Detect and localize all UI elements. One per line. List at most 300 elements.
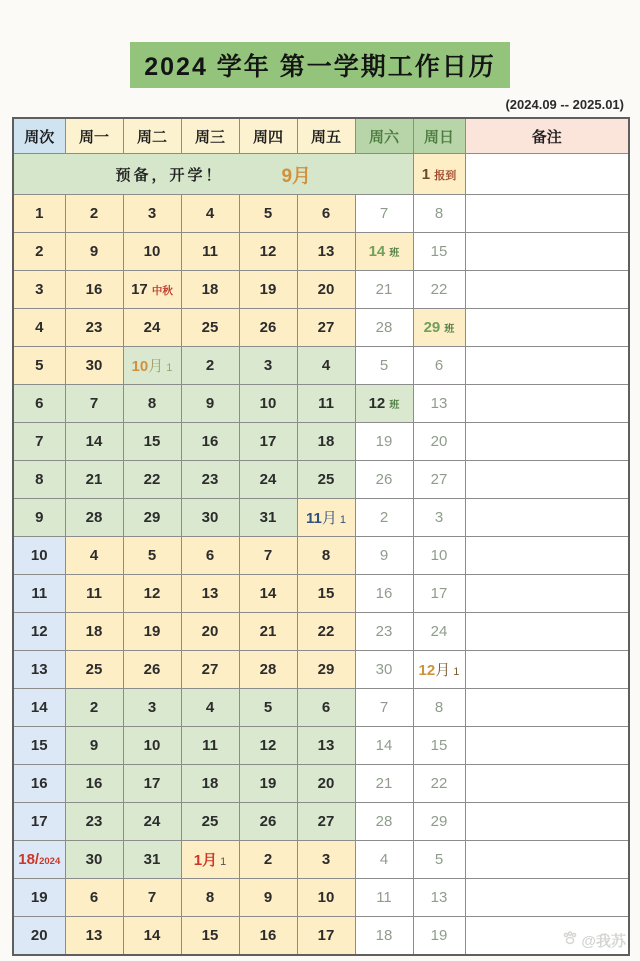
- remark-cell: [465, 803, 629, 841]
- remark-cell: [465, 233, 629, 271]
- day-cell: [239, 841, 297, 879]
- day-cell-text: 9: [379, 547, 389, 564]
- day-cell-text: 17: [317, 927, 335, 944]
- remark-cell: [465, 537, 629, 575]
- day-cell-text: 4: [205, 205, 215, 222]
- day-cell-text: 29: [423, 319, 445, 336]
- day-cell: [65, 765, 123, 803]
- day-cell-text: 28: [85, 509, 103, 526]
- day-cell: [297, 651, 355, 689]
- week-number-cell-text: 6: [35, 395, 44, 412]
- header-remark: 备注: [465, 118, 629, 154]
- day-cell-text: 17: [259, 433, 277, 450]
- day-cell: [355, 879, 413, 917]
- day-cell: [355, 841, 413, 879]
- day-cell: [123, 879, 181, 917]
- day-cell-text: 13: [317, 243, 335, 260]
- week-row-16: [13, 765, 629, 803]
- day-cell: [65, 803, 123, 841]
- day-cell: [413, 309, 465, 347]
- school-start-label: 预备，开学！: [115, 166, 224, 184]
- header-tuesday: 周二: [123, 118, 181, 154]
- day-cell-text: 10: [317, 889, 335, 906]
- header-wednesday: 周三: [181, 118, 239, 154]
- day-cell: [181, 461, 239, 499]
- day-cell: [123, 537, 181, 575]
- week-number-cell-text: 7: [35, 433, 44, 450]
- week-number-cell-text: 13: [30, 661, 48, 678]
- day-cell-text: 11: [305, 510, 322, 527]
- day-cell-text: 13: [201, 585, 219, 602]
- day-cell-text: 28: [375, 813, 393, 830]
- day-cell-text: 31: [143, 851, 161, 868]
- day-cell: [123, 233, 181, 271]
- week-row-8: [13, 461, 629, 499]
- remark-cell: [465, 613, 629, 651]
- day-cell-text: 11: [202, 243, 218, 260]
- day-cell: [123, 841, 181, 879]
- day-cell-text: 21: [85, 471, 103, 488]
- september-month-label: 9月: [281, 165, 312, 187]
- day-cell: [355, 803, 413, 841]
- day-cell-text: 16: [85, 281, 103, 298]
- day-cell: [413, 385, 465, 423]
- day-cell-text: 13: [430, 889, 448, 906]
- day-cell: [181, 765, 239, 803]
- day-cell: [65, 651, 123, 689]
- remark-cell: [465, 461, 629, 499]
- day-cell: [239, 917, 297, 956]
- week-number-cell: [13, 613, 65, 651]
- day-cell: [239, 537, 297, 575]
- day-cell: [123, 499, 181, 537]
- day-cell: [413, 803, 465, 841]
- header-row: [13, 118, 629, 154]
- week-number-cell: [13, 879, 65, 917]
- day-cell: [65, 309, 123, 347]
- day-cell-text: 30: [201, 509, 219, 526]
- day-cell: [123, 271, 181, 309]
- day-cell: [239, 309, 297, 347]
- day-cell-text: 21: [375, 775, 393, 792]
- day-cell: [181, 537, 239, 575]
- day-cell-text: 19: [259, 775, 277, 792]
- page-title: 2024 学年 第一学期工作日历: [130, 42, 510, 88]
- day-cell-text: 29: [143, 509, 161, 526]
- day-cell-text: 6: [321, 699, 331, 716]
- september-banner: [13, 154, 413, 195]
- week-number-cell: [13, 537, 65, 575]
- day-cell: [239, 271, 297, 309]
- week-row-4: [13, 309, 629, 347]
- week-number-cell: [13, 499, 65, 537]
- day-cell-text: 5: [434, 851, 444, 868]
- day-cell: [123, 347, 181, 385]
- week-number-cell-text: 11: [31, 585, 48, 602]
- day-cell-text: 27: [201, 661, 219, 678]
- day-cell: [65, 727, 123, 765]
- day-cell: [239, 803, 297, 841]
- day-cell: [65, 271, 123, 309]
- day-cell-text: 25: [201, 319, 219, 336]
- remark-cell: [465, 689, 629, 727]
- day-cell-text: 6: [434, 357, 444, 374]
- day-cell-text: 17: [430, 585, 448, 602]
- week-number-cell-text: 1: [35, 205, 44, 222]
- day-cell: [413, 613, 465, 651]
- day-cell-text: 3: [321, 851, 331, 868]
- day-cell: [297, 309, 355, 347]
- day-cell-text: 15: [317, 585, 335, 602]
- day-cell-text: 4: [89, 547, 99, 564]
- week-row-10: [13, 537, 629, 575]
- registration-cell-text: 1: [421, 165, 435, 183]
- day-cell-text: 9: [89, 243, 99, 260]
- day-cell: [181, 271, 239, 309]
- day-cell-text: 12: [418, 662, 436, 679]
- week-number-cell: [13, 575, 65, 613]
- day-cell: [181, 499, 239, 537]
- day-cell-text: 3: [263, 357, 273, 374]
- day-cell-text: 22: [317, 623, 335, 640]
- day-cell: [239, 727, 297, 765]
- day-cell: [355, 765, 413, 803]
- day-cell: [355, 347, 413, 385]
- day-cell: [413, 195, 465, 233]
- day-cell: [413, 727, 465, 765]
- day-cell-text: 2: [205, 357, 215, 374]
- day-cell-text: 30: [375, 661, 393, 678]
- day-cell-text: 24: [430, 623, 448, 640]
- day-cell: [413, 537, 465, 575]
- week-row-5: [13, 347, 629, 385]
- paw-icon: [562, 931, 578, 950]
- day-cell-text: 5: [263, 699, 273, 716]
- week-row-13: [13, 651, 629, 689]
- week-row-17: [13, 803, 629, 841]
- day-cell: [239, 347, 297, 385]
- day-cell-text: 4: [205, 699, 215, 716]
- day-cell: [181, 841, 239, 879]
- day-cell: [181, 613, 239, 651]
- day-cell: [355, 195, 413, 233]
- day-cell-text: 14: [85, 433, 103, 450]
- week-row-18: [13, 841, 629, 879]
- day-cell-text: 1: [336, 514, 347, 526]
- day-cell-text: 8: [205, 889, 215, 906]
- day-cell: [123, 423, 181, 461]
- day-cell: [65, 613, 123, 651]
- week-row-20: [13, 917, 629, 956]
- day-cell: [239, 689, 297, 727]
- day-cell: [239, 499, 297, 537]
- day-cell-text: 29: [317, 661, 335, 678]
- day-cell: [413, 347, 465, 385]
- header-friday: 周五: [297, 118, 355, 154]
- day-cell-text: 23: [85, 813, 103, 830]
- day-cell-text: 31: [259, 509, 277, 526]
- day-cell-text: 6: [205, 547, 215, 564]
- calendar-body: [13, 154, 629, 956]
- day-cell-text: 22: [143, 471, 161, 488]
- day-cell: [413, 271, 465, 309]
- day-cell: [297, 575, 355, 613]
- day-cell-text: 3: [147, 205, 157, 222]
- day-cell-text: 班: [389, 248, 400, 259]
- header-sunday: 周日: [413, 118, 465, 154]
- day-cell-text: 2: [263, 851, 273, 868]
- day-cell-text: 3: [434, 509, 444, 526]
- day-cell: [123, 803, 181, 841]
- day-cell: [181, 803, 239, 841]
- week-number-cell: [13, 727, 65, 765]
- calendar-table: [12, 117, 630, 956]
- day-cell-text: 13: [85, 927, 103, 944]
- week-number-cell-text: 16: [30, 775, 48, 792]
- day-cell-text: 2: [89, 205, 99, 222]
- remark-cell: [465, 154, 629, 195]
- day-cell: [355, 727, 413, 765]
- remark-cell: [465, 195, 629, 233]
- remark-cell: [465, 879, 629, 917]
- week-number-cell-text: 4: [35, 319, 44, 336]
- day-cell-text: 17: [143, 775, 161, 792]
- day-cell: [123, 195, 181, 233]
- watermark: [562, 930, 626, 951]
- day-cell-text: 10: [430, 547, 448, 564]
- day-cell-text: 24: [143, 813, 161, 830]
- day-cell: [413, 461, 465, 499]
- day-cell: [239, 765, 297, 803]
- day-cell-text: 18: [201, 775, 219, 792]
- day-cell-text: 10: [259, 395, 277, 412]
- day-cell: [355, 689, 413, 727]
- week-row-3: [13, 271, 629, 309]
- day-cell: [297, 765, 355, 803]
- day-cell-text: 6: [89, 889, 99, 906]
- day-cell: [297, 233, 355, 271]
- day-cell-text: 18: [317, 433, 335, 450]
- title-area: [0, 0, 640, 88]
- header-monday: 周一: [65, 118, 123, 154]
- day-cell-text: 9: [89, 737, 99, 754]
- week-row-12: [13, 613, 629, 651]
- day-cell: [297, 195, 355, 233]
- remark-cell: [465, 423, 629, 461]
- day-cell-text: 12: [259, 737, 277, 754]
- day-cell: [413, 879, 465, 917]
- remark-cell: [465, 765, 629, 803]
- day-cell: [123, 613, 181, 651]
- day-cell-text: 30: [85, 357, 103, 374]
- day-cell: [239, 233, 297, 271]
- day-cell-text: 8: [321, 547, 331, 564]
- week-number-cell: [13, 233, 65, 271]
- day-cell: [297, 879, 355, 917]
- day-cell: [239, 651, 297, 689]
- day-cell-text: 1: [450, 666, 460, 678]
- day-cell-text: 14: [143, 927, 161, 944]
- day-cell: [413, 841, 465, 879]
- day-cell-text: 4: [379, 851, 389, 868]
- day-cell: [355, 233, 413, 271]
- day-cell: [297, 423, 355, 461]
- day-cell-text: 15: [430, 737, 448, 754]
- day-cell: [297, 385, 355, 423]
- day-cell: [355, 461, 413, 499]
- day-cell-text: 15: [430, 243, 448, 260]
- day-cell: [181, 651, 239, 689]
- day-cell-text: 18: [85, 623, 103, 640]
- day-cell-text: 2: [379, 509, 389, 526]
- day-cell: [413, 499, 465, 537]
- day-cell-text: 9: [263, 889, 273, 906]
- day-cell: [239, 879, 297, 917]
- remark-cell: [465, 347, 629, 385]
- week-number-cell: [13, 803, 65, 841]
- day-cell: [181, 727, 239, 765]
- day-cell-text: 25: [201, 813, 219, 830]
- day-cell: [65, 499, 123, 537]
- remark-cell: [465, 271, 629, 309]
- day-cell-text: 13: [317, 737, 335, 754]
- day-cell-text: 23: [85, 319, 103, 336]
- day-cell: [65, 385, 123, 423]
- day-cell-text: 20: [317, 775, 335, 792]
- week-number-cell-text: 20: [30, 927, 48, 944]
- day-cell-text: 9: [205, 395, 215, 412]
- day-cell-text: 10: [143, 243, 161, 260]
- day-cell-text: 8: [434, 205, 444, 222]
- day-cell-text: 11: [376, 889, 392, 906]
- day-cell-text: 班: [444, 324, 455, 335]
- header-saturday: 周六: [355, 118, 413, 154]
- day-cell: [65, 195, 123, 233]
- day-cell-text: 23: [375, 623, 393, 640]
- day-cell-text: 25: [317, 471, 335, 488]
- week-number-cell: [13, 385, 65, 423]
- day-cell-text: 17: [131, 281, 152, 298]
- day-cell: [181, 233, 239, 271]
- day-cell: [123, 461, 181, 499]
- week-number-cell-text: 9: [35, 509, 44, 526]
- day-cell: [297, 271, 355, 309]
- day-cell: [413, 689, 465, 727]
- remark-cell: [465, 499, 629, 537]
- day-cell-text: 24: [143, 319, 161, 336]
- day-cell: [65, 689, 123, 727]
- header-thursday: 周四: [239, 118, 297, 154]
- remark-cell: [465, 651, 629, 689]
- day-cell-text: 13: [430, 395, 448, 412]
- day-cell: [123, 309, 181, 347]
- week-number-cell: [13, 765, 65, 803]
- week-number-cell-text: 18/: [18, 851, 40, 868]
- day-cell: [181, 575, 239, 613]
- watermark-text: @我苏: [581, 933, 626, 950]
- day-cell-text: 26: [375, 471, 393, 488]
- day-cell-text: 7: [379, 205, 389, 222]
- day-cell-text: 7: [263, 547, 273, 564]
- day-cell-text: 26: [259, 813, 277, 830]
- week-number-cell: [13, 309, 65, 347]
- day-cell: [413, 575, 465, 613]
- remark-cell: [465, 575, 629, 613]
- day-cell-text: 11: [202, 737, 218, 754]
- september-banner-row: [13, 154, 629, 195]
- day-cell-text: 7: [379, 699, 389, 716]
- week-row-2: [13, 233, 629, 271]
- day-cell-text: 15: [143, 433, 161, 450]
- day-cell-text: 14: [259, 585, 277, 602]
- day-cell: [239, 461, 297, 499]
- day-cell-text: 15: [201, 927, 219, 944]
- day-cell-text: 24: [259, 471, 277, 488]
- week-number-cell: [13, 423, 65, 461]
- day-cell: [123, 385, 181, 423]
- day-cell-text: 12: [259, 243, 277, 260]
- day-cell-text: 28: [259, 661, 277, 678]
- day-cell-text: 20: [201, 623, 219, 640]
- day-cell-text: 2: [89, 699, 99, 716]
- day-cell-text: 21: [375, 281, 393, 298]
- week-number-cell-text: 19: [30, 889, 48, 906]
- day-cell-text: 16: [375, 585, 393, 602]
- week-row-1: [13, 195, 629, 233]
- week-number-cell-text: 17: [30, 813, 48, 830]
- remark-cell: [465, 385, 629, 423]
- day-cell-text: 7: [147, 889, 157, 906]
- day-cell-text: 5: [263, 205, 273, 222]
- day-cell: [297, 841, 355, 879]
- week-number-cell: [13, 689, 65, 727]
- week-row-19: [13, 879, 629, 917]
- week-row-6: [13, 385, 629, 423]
- day-cell: [65, 575, 123, 613]
- week-number-cell: [13, 195, 65, 233]
- week-row-7: [13, 423, 629, 461]
- day-cell: [239, 195, 297, 233]
- day-cell: [181, 347, 239, 385]
- day-cell: [123, 765, 181, 803]
- week-row-15: [13, 727, 629, 765]
- day-cell: [413, 765, 465, 803]
- day-cell-text: 6: [321, 205, 331, 222]
- day-cell-text: 27: [317, 319, 335, 336]
- day-cell: [297, 727, 355, 765]
- day-cell: [239, 575, 297, 613]
- day-cell-text: 16: [201, 433, 219, 450]
- day-cell-text: 29: [430, 813, 448, 830]
- day-cell-text: 19: [259, 281, 277, 298]
- week-number-cell: [13, 917, 65, 956]
- day-cell-text: 月: [321, 510, 337, 527]
- day-cell-text: 16: [85, 775, 103, 792]
- day-cell-text: 25: [85, 661, 103, 678]
- day-cell-text: 月: [435, 662, 451, 679]
- day-cell: [181, 689, 239, 727]
- day-cell-text: 1: [163, 362, 173, 374]
- day-cell: [123, 689, 181, 727]
- day-cell: [297, 347, 355, 385]
- day-cell-text: 27: [430, 471, 448, 488]
- registration-cell-text: 报到: [434, 169, 457, 182]
- week-number-cell-text: 15: [30, 737, 48, 754]
- day-cell-text: 23: [201, 471, 219, 488]
- week-number-cell-text: 3: [35, 281, 44, 298]
- remark-cell: [465, 727, 629, 765]
- day-cell-text: 10: [143, 737, 161, 754]
